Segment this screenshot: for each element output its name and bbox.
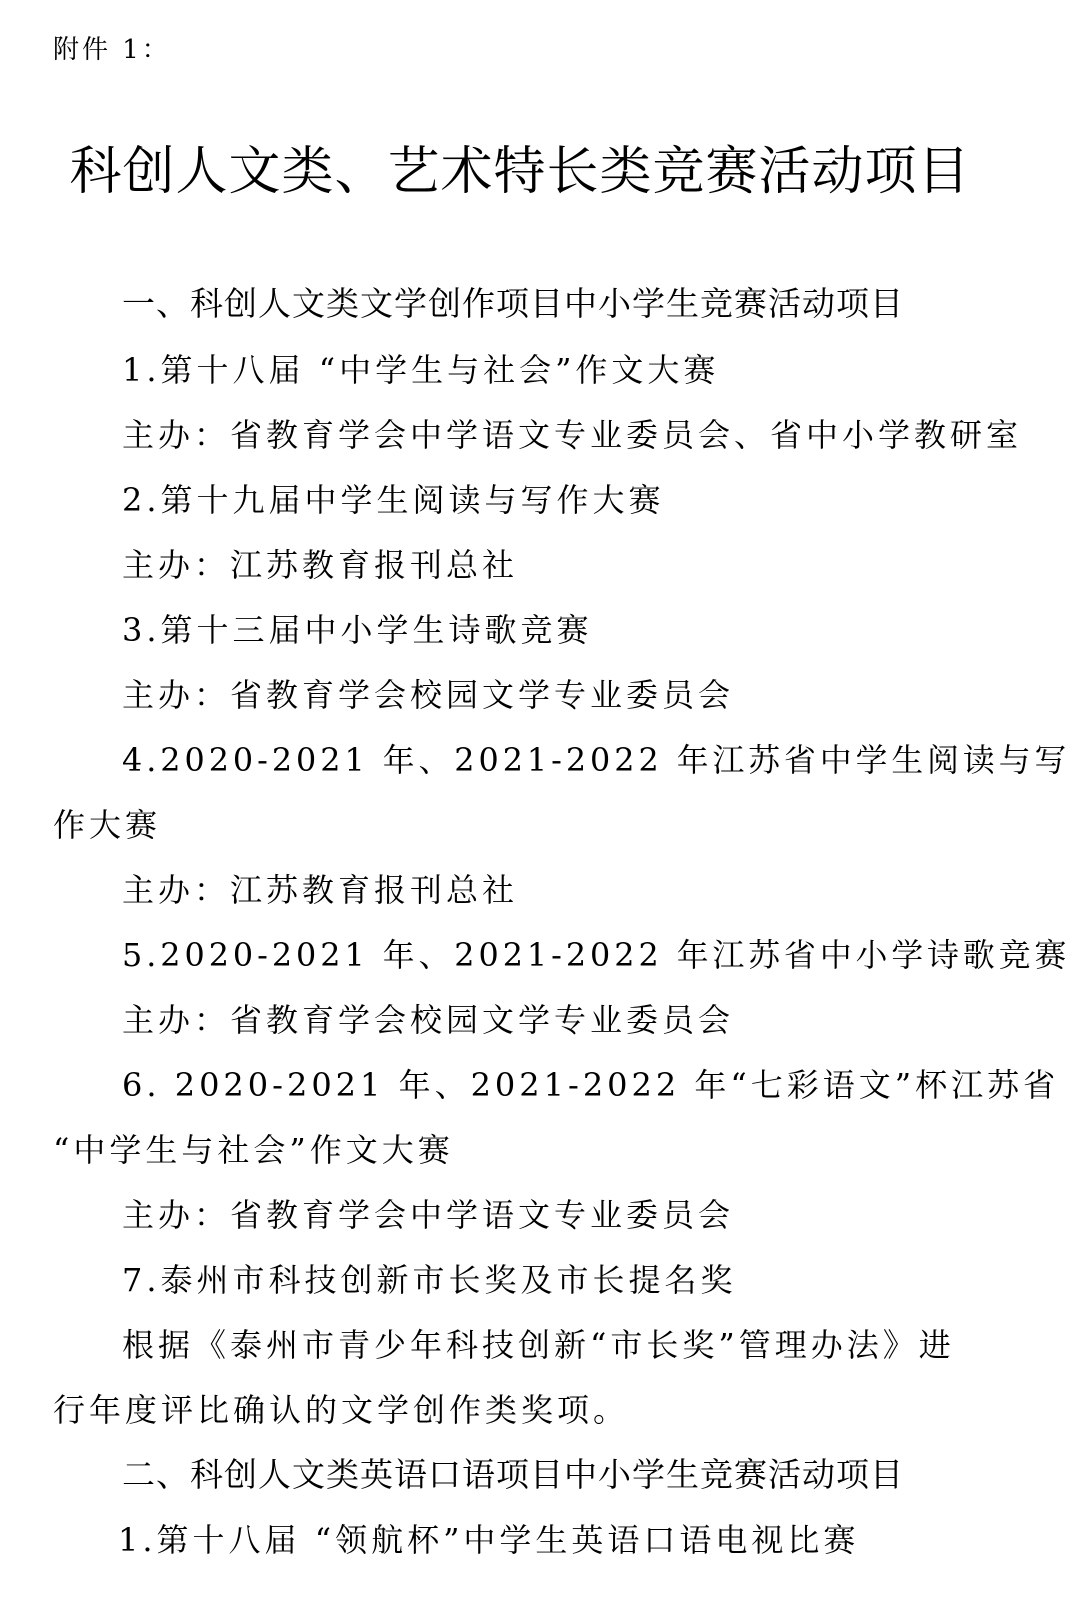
section-1-item-6-line-1: 6. 2020-2021 年、2021-2022 年“七彩语文”杯江苏省 (122, 1066, 1060, 1104)
section-1-item-1: 1.第十八届 “中学生与社会”作文大赛 (122, 351, 720, 389)
section-1-item-4-line-2: 作大赛 (53, 806, 162, 844)
section-1-item-5: 5.2020-2021 年、2021-2022 年江苏省中小学诗歌竞赛 (122, 936, 1071, 974)
section-1-item-3-organizer: 主办：省教育学会校园文学专业委员会 (122, 676, 735, 714)
section-2-item-1: 1.第十八届 “领航杯”中学生英语口语电视比赛 (118, 1521, 860, 1559)
section-1-item-7: 7.泰州市科技创新市长奖及市长提名奖 (122, 1261, 737, 1299)
section-2-heading: 二、科创人文类英语口语项目中小学生竞赛活动项目 (122, 1455, 904, 1494)
section-1-item-5-organizer: 主办：省教育学会校园文学专业委员会 (122, 1001, 735, 1039)
section-1-item-6-organizer: 主办：省教育学会中学语文专业委员会 (122, 1196, 735, 1234)
section-1-item-2-organizer: 主办：江苏教育报刊总社 (122, 546, 519, 584)
section-1-item-7-desc-line-1: 根据《泰州市青少年科技创新“市长奖”管理办法》进 (122, 1326, 955, 1364)
section-1-item-4-organizer: 主办：江苏教育报刊总社 (122, 871, 519, 909)
section-1-item-7-desc-line-2: 行年度评比确认的文学创作类奖项。 (53, 1391, 630, 1429)
section-1-item-1-organizer: 主办：省教育学会中学语文专业委员会、省中小学教研室 (122, 416, 1023, 454)
page-title: 科创人文类、艺术特长类竞赛活动项目 (69, 142, 971, 202)
attachment-label: 附件 1： (53, 35, 171, 65)
section-1-item-2: 2.第十九届中学生阅读与写作大赛 (122, 481, 665, 519)
section-1-heading: 一、科创人文类文学创作项目中小学生竞赛活动项目 (122, 284, 904, 323)
section-1-item-4-line-1: 4.2020-2021 年、2021-2022 年江苏省中学生阅读与写 (122, 741, 1071, 779)
section-1-item-3: 3.第十三届中小学生诗歌竞赛 (122, 611, 593, 649)
section-1-item-6-line-2: “中学生与社会”作文大赛 (53, 1131, 454, 1169)
